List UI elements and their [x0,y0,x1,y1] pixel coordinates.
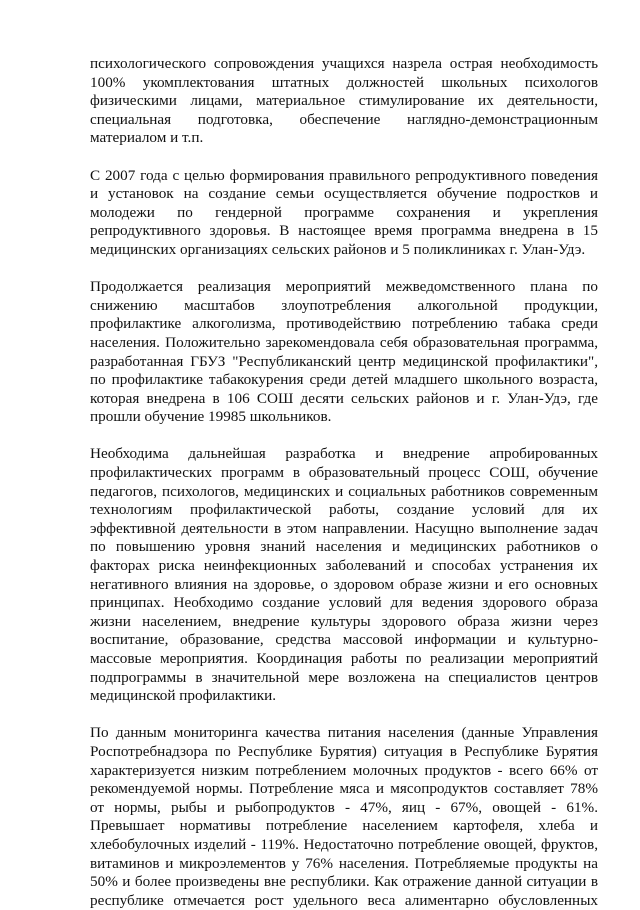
paragraph-psychologists: психологического сопровождения учащихся назрела острая необходимость 100% укомплектования штатных должностей школьных психологов физическими лицами, материальное стимулирование их деятельности, специальная подготовка, обеспечение наглядно-демонстрационным материалом и т.п. [90,55,598,147]
paragraph-reproductive-health: С 2007 года с целью формирования правильного репродуктивного поведения и установок на создание семьи осуществляется обучение подростков и молодежи по гендерной программе сохранения и укрепления репродуктивного здоровья. В настоящее время программа внедрена в 15 медицинских организациях сельских районов и 5 поликлиниках г. Улан-Удэ. [90,166,598,258]
paragraph-nutrition-monitoring: По данным мониторинга качества питания населения (данные Управления Роспотребнадзора по Республике Бурятия) ситуация в Республике Бурятия характеризуется низким потреблением молочных продуктов - всего 66% от рекомендуемой нормы. Потребление мяса и мясопродуктов составляет 78% от нормы, рыбы и рыбопродуктов - 47%, яиц - 67%, овощей - 61%. Превышает нормативы потребление населением картофеля, хлеба и хлебобулочных изделий - 119%. Недостаточно потребление овощей, фруктов, витаминов и микроэлементов у 76% населения. Потребляемые продукты на 50% и более произведены вне республики. Как отражение данной ситуации в республике отмечается рост удельного веса алиментарно обусловленных [90,724,598,909]
paragraph-alcohol-tobacco: Продолжается реализация мероприятий межведомственного плана по снижению масштабов злоупотребления алкогольной продукции, профилактике алкоголизма, противодействию потреблению табака среди населения. Положительно зарекомендовала себя образовательная программа, разработанная ГБУЗ "Республиканский центр медицинской профилактики", по профилактике табакокурения среди детей младшего школьного возраста, которая внедрена в 106 СОШ десяти сельских районов и г. Улан-Удэ, где прошли обучение 19985 школьников. [90,278,598,426]
paragraph-prevention-programs: Необходима дальнейшая разработка и внедрение апробированных профилактических программ в образовательный процесс СОШ, обучение педагогов, психологов, медицинских и социальных работников современным технологиям профилактической работы, создание условий для их эффективной деятельности в этом направлении. Насущно выполнение задач по повышению уровня знаний населения и медицинских работников о факторах риска неинфекционных заболеваний и способах устранения их негативного влияния на здоровье, о здоровом образе жизни и его основных принципах. Необходимо создание условий для ведения здорового образа жизни населением, внедрение культуры здорового образа жизни через воспитание, образование, средства массовой информации и культурно-массовые мероприятия. Координация работы по реализации мероприятий подпрограммы в значительной мере возложена на специалистов центров медицинской профилактики. [90,445,598,705]
document-page [90,55,598,910]
